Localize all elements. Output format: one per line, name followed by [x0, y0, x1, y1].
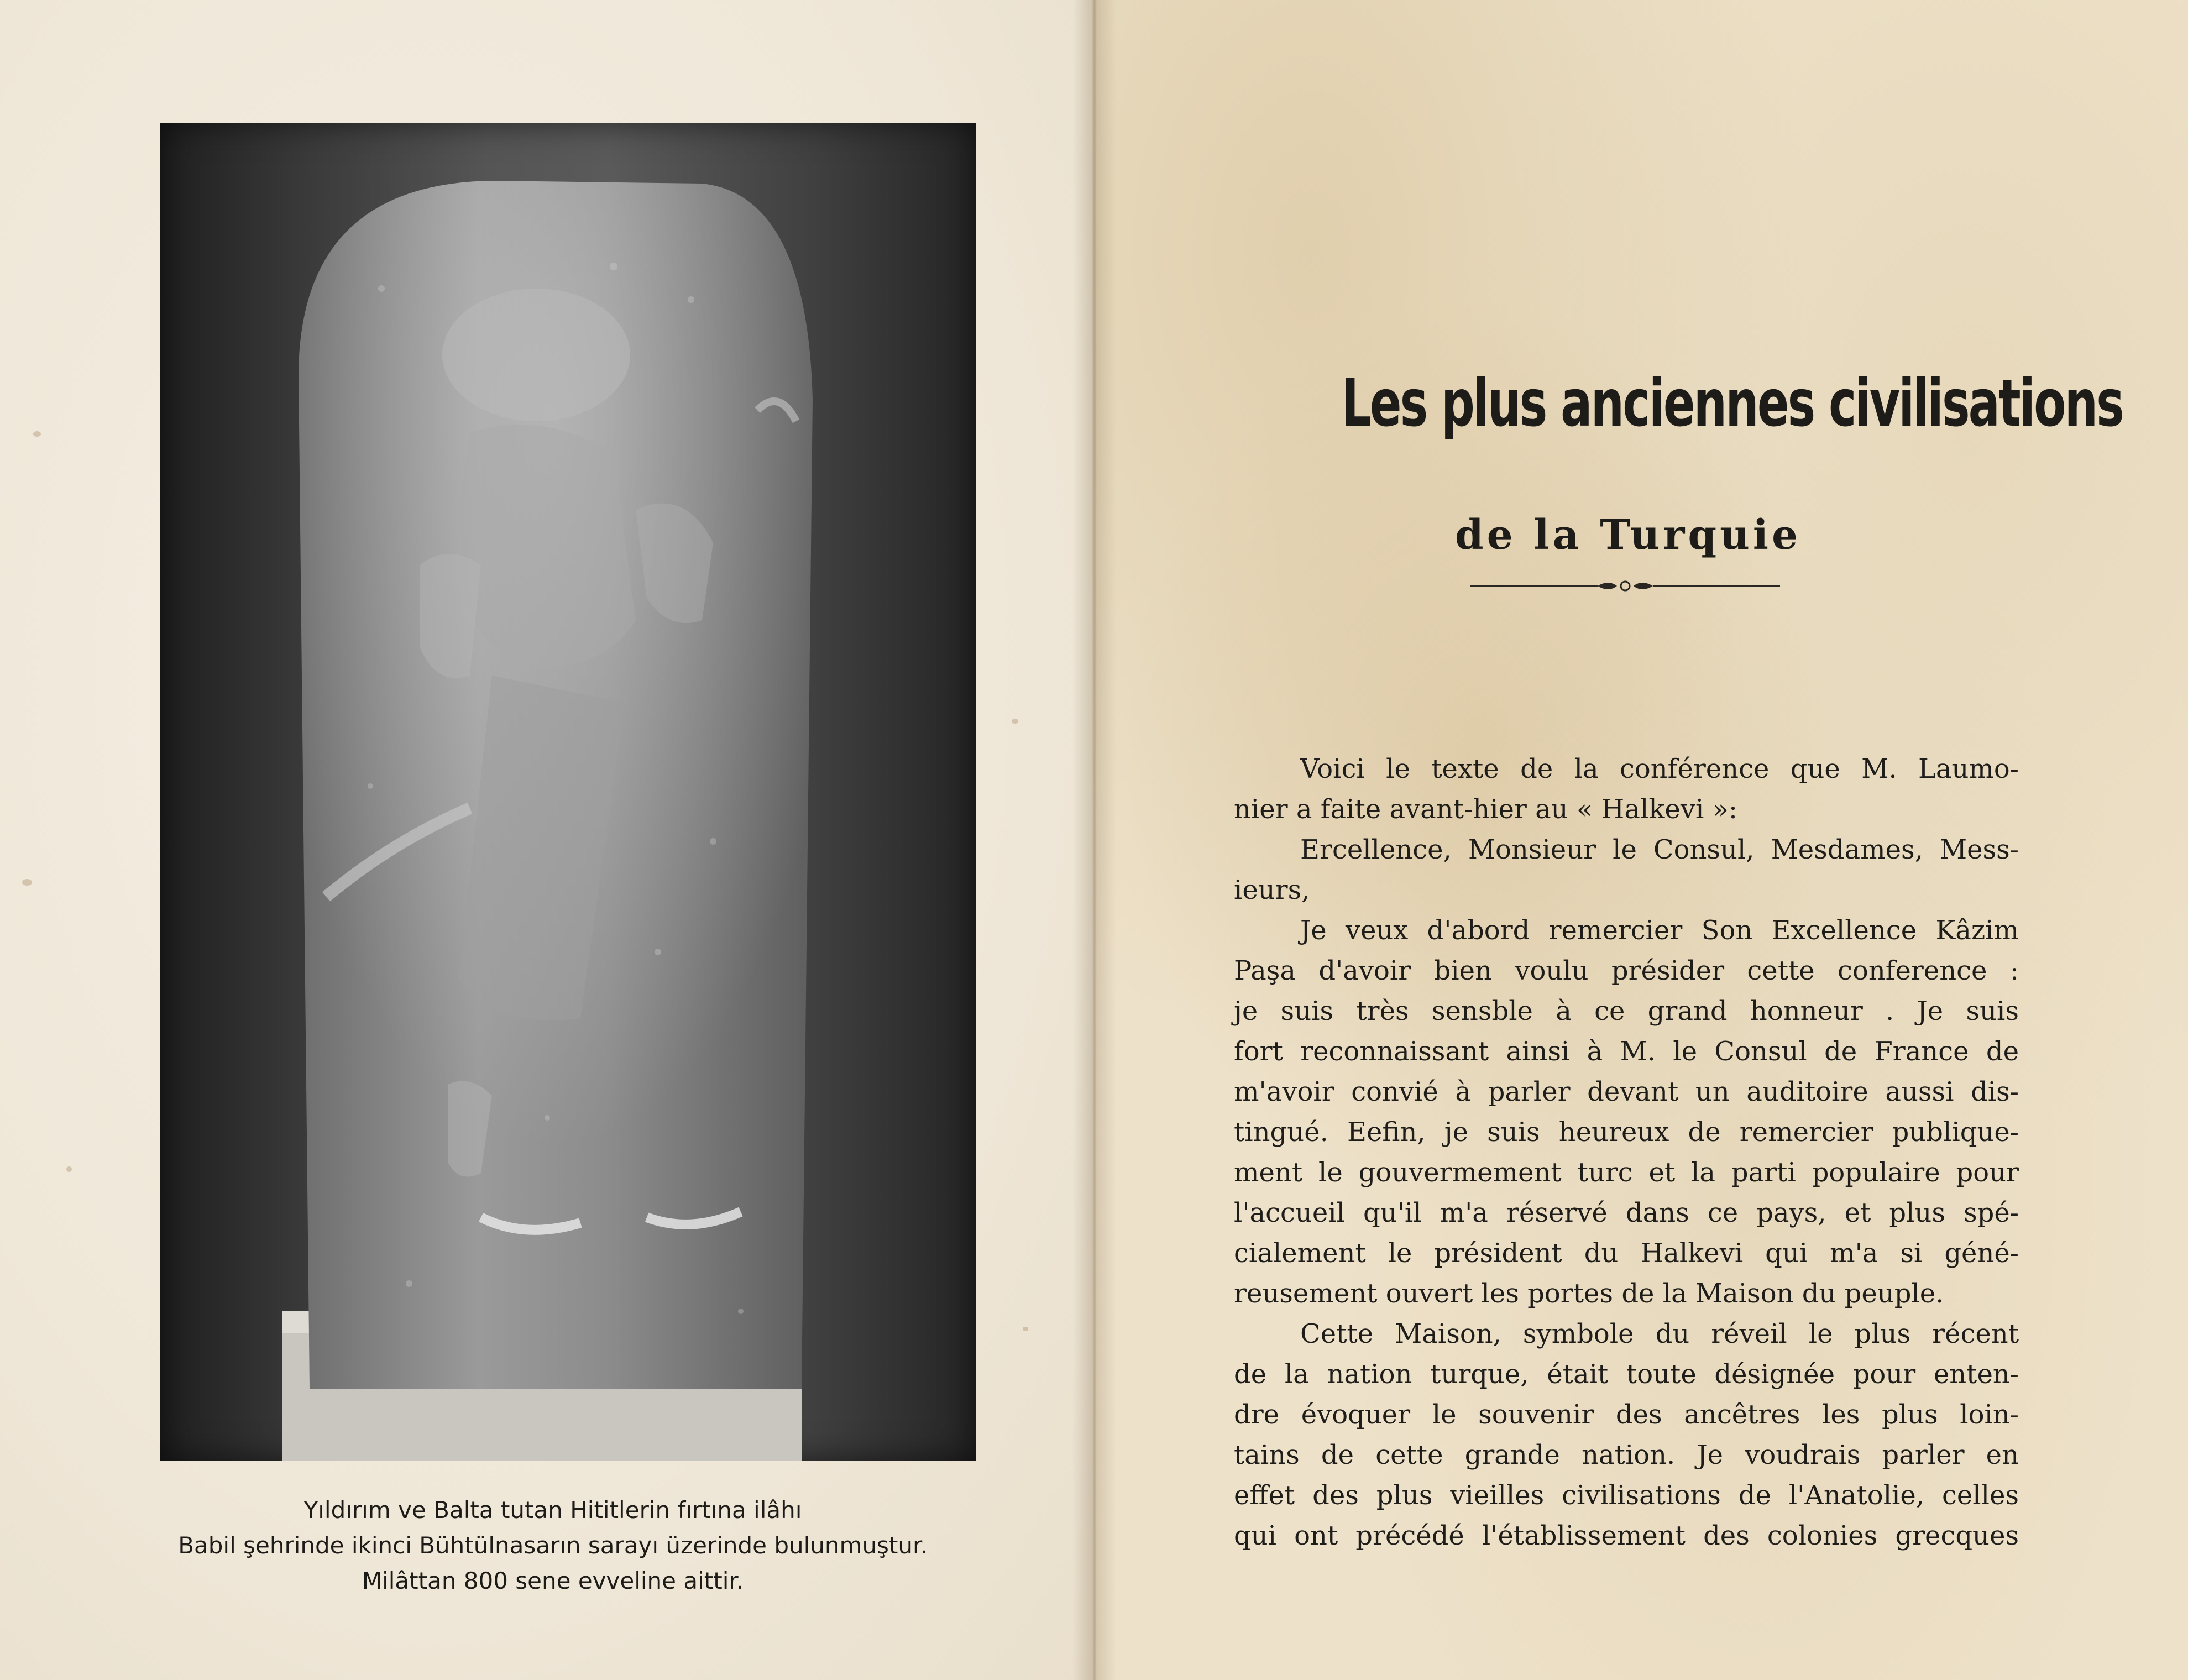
stela-relief-icon [160, 123, 976, 1461]
text-line: Cette Maison, symbole du réveil le plus récent [1300, 1318, 2019, 1349]
text-line: dre évoquer le souvenir des ancêtres les plus loin- [1234, 1399, 2019, 1430]
stela-photo [160, 123, 976, 1461]
text-line: Voici le texte de la conférence que M. Laumo- [1300, 753, 2019, 784]
article-title: Les plus anciennes civilisations [1341, 365, 2123, 441]
text-line: tingué. Eefin, je suis heureux de remercier publique- [1234, 1117, 2019, 1148]
text-line: je suis très sensble à ce grand honneur . Je suis [1234, 996, 2019, 1027]
text-line: de la nation turque, était toute désignée pour enten- [1234, 1359, 2019, 1390]
text-line: Paşa d'avoir bien voulu présider cette conference : [1234, 955, 2019, 986]
caption-line: Milâttan 800 sene evveline aittir. [362, 1567, 744, 1594]
ornament-divider-icon [1470, 569, 1780, 603]
text-line: cialement le président du Halkevi qui m'a si géné- [1234, 1238, 2019, 1269]
caption-line: Babil şehrinde ikinci Bühtülnasarın sarayı üzerinde bulunmuştur. [178, 1532, 928, 1559]
photo-caption [111, 1493, 995, 1599]
text-line: Ercellence, Monsieur le Consul, Mesdames, Mess- [1300, 834, 2019, 865]
text-line: effet des plus vieilles civilisations de l'Anatolie, celles [1234, 1480, 2019, 1511]
text-line: ment le gouvermement turc et la parti populaire pour [1234, 1157, 2019, 1188]
text-line: ieurs, [1234, 875, 1310, 906]
text-line: tains de cette grande nation. Je voudrais parler en [1234, 1440, 2019, 1470]
left-page [0, 0, 1092, 1680]
article-subtitle: de la Turquie [1454, 511, 1802, 559]
text-line: fort reconnaissant ainsi à M. le Consul de France de [1234, 1036, 2019, 1067]
text-line: nier a faite avant-hier au « Halkevi »: [1234, 794, 1738, 825]
text-line: Je veux d'abord remercier Son Excellence Kâzim [1300, 915, 2019, 946]
book-gutter [1072, 0, 1117, 1680]
text-line: m'avoir convié à parler devant un auditoire aussi dis- [1234, 1076, 2019, 1107]
text-line: reusement ouvert les portes de la Maison du peuple. [1234, 1278, 1944, 1309]
text-line: qui ont précédé l'établissement des colonies grecques [1234, 1520, 2019, 1551]
caption-line: Yıldırım ve Balta tutan Hititlerin fırtına ilâhı [303, 1496, 802, 1524]
article-body [1234, 749, 2019, 1556]
text-line: l'accueil qu'il m'a réservé dans ce pays, et plus spé- [1234, 1197, 2019, 1228]
